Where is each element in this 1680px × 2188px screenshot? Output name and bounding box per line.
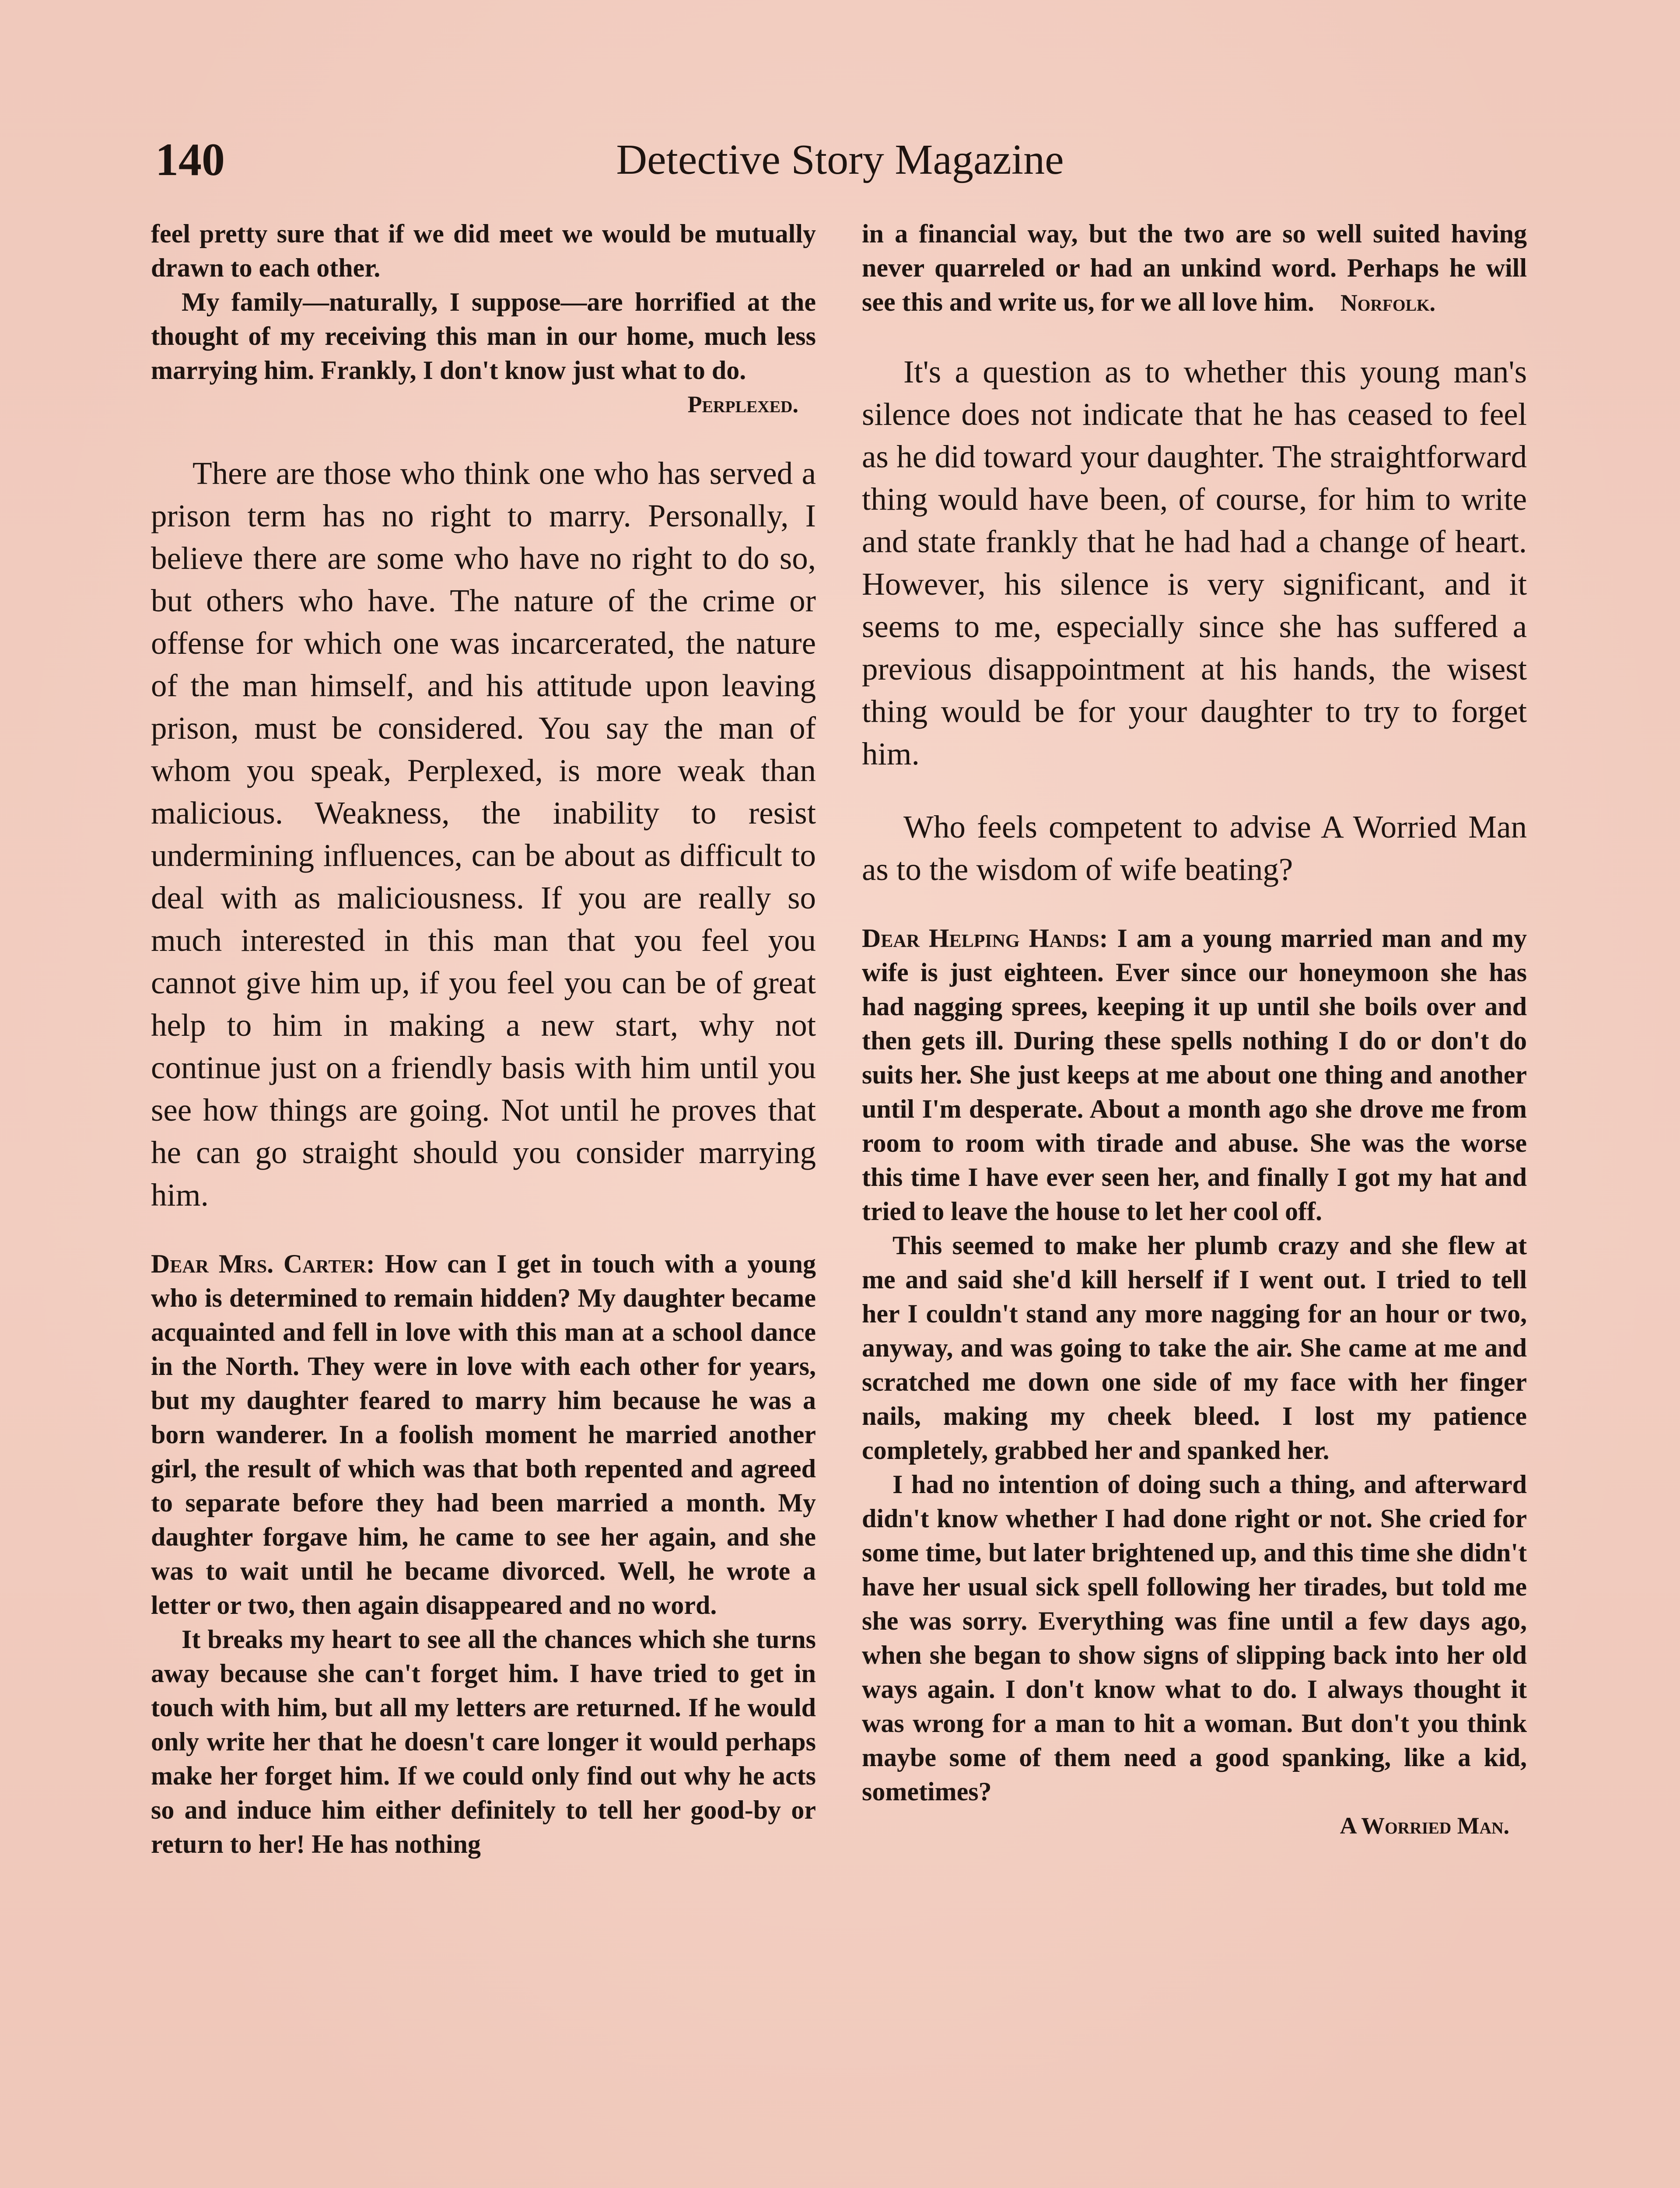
left-column: [151, 217, 816, 2188]
letter-paragraph: My family—naturally, I suppose—are horrified at the thought of my receiving this man in our home, much less marrying him. Frankly, I don't know just what to do.: [151, 288, 816, 385]
letter-salutation: Dear Helping Hands:: [862, 924, 1108, 953]
letter-salutation: Dear Mrs. Carter:: [151, 1249, 375, 1278]
letter-paragraph: It breaks my heart to see all the chances which she turns away because she can't forget him. I have tried to get in touch with him, but all my letters are returned. If he would only write her that he doesn't care longer it would perhaps make her forget him. If we could only find out why he acts so and induce him either definitely to tell her good-by or return to her! He has nothing: [151, 1625, 816, 1858]
letter-signature: Perplexed.: [687, 391, 798, 417]
letter-paragraph: [862, 921, 1527, 1228]
reply-paragraph: Who feels competent to advise A Worried Man as to the wisdom of wife beating?: [862, 809, 1527, 887]
magazine-title: Detective Story Magazine: [616, 136, 1064, 183]
letter-paragraph: [151, 1247, 816, 1622]
letter-text: How can I get in touch with a young who is determined to remain hidden? My daughter became acquainted and fell in love with this man at a school dance in the North. They were in love with each other for years, but my daughter feared to marry him because he was a born wanderer. In a foolish moment he married another girl, the result of which was that both repented and agreed to separate before they had been married a month. My daughter forgave him, he came to see her again, and she was to wait until he became divorced. Well, he wrote a letter or two, then again disappeared and no word.: [151, 1249, 816, 1620]
letter-paragraph: I had no intention of doing such a thing, and afterward didn't know whether I had done right or not. She cried for some time, but later brightened up, and this time she didn't have her usual sick spell following her tirades, but told me she was sorry. Everything was fine until a few days ago, when she began to show signs of slipping back into her old ways again. I don't know what to do. I always thought it was wrong for a man to hit a woman. But don't you think maybe some of them need a good spanking, like a kid, sometimes?: [862, 1470, 1527, 1806]
letter-worried-man: [862, 921, 1527, 1843]
right-column: [862, 217, 1527, 2188]
letter-perplexed: [151, 217, 816, 421]
letter-text: I am a young married man and my wife is just eighteen. Ever since our honeymoon she has had nagging sprees, keeping it up until she boils over and then gets ill. During these spells nothing I do or don't do suits her. She just keeps at me about one thing and another until I'm desperate. About a month ago she drove me from room to room with tirade and abuse. She was the worse this time I have ever seen her, and finally I got my hat and tried to leave the house to let her cool off.: [862, 924, 1527, 1226]
reply-paragraph: It's a question as to whether this young man's silence does not indicate that he has ceased to feel as he did toward your daughter. The straightforward thing would have been, of course, for him to write and state frankly that he had had a change of heart. However, his silence is very significant, and it seems to me, especially since she has suffered a previous disappointment at his hands, the wisest thing would be for your daughter to try to forget him.: [862, 354, 1527, 771]
letter-paragraph: [862, 217, 1527, 320]
letter-norfolk: [151, 1247, 816, 1861]
letter-paragraph: This seemed to make her plumb crazy and she flew at me and said she'd kill herself if I went out. I tried to tell her I couldn't stand any more nagging for an hour or two, anyway, and was going to take the air. She came at me and scratched me down one side of my face with her finger nails, making my cheek bleed. I lost my patience completely, grabbed her and spanked her.: [862, 1231, 1527, 1465]
letter-signature: A Worried Man.: [1340, 1813, 1509, 1839]
page-header: [155, 131, 1525, 197]
letter-paragraph: feel pretty sure that if we did meet we would be mutually drawn to each other.: [151, 219, 816, 282]
letter-text: in a financial way, but the two are so well suited having never quarreled or had an unkind word. Perhaps he will see this and write us, for we all love him.: [862, 219, 1527, 316]
letter-norfolk-continued: [862, 217, 1527, 320]
letter-signature: Norfolk.: [1340, 290, 1435, 316]
reply-paragraph: There are those who think one who has served a prison term has no right to marry. Personally, I believe there are some who have no right to do so, but others who have. The nature of the crime or offense for which one was incarcerated, the nature of the man himself, and his attitude upon leaving prison, must be considered. You say the man of whom you speak, Perplexed, is more weak than malicious. Weakness, the inability to resist undermining influences, can be about as difficult to deal with as maliciousness. If you are really so much interested in this man that you feel you cannot give him up, if you feel you can be of great help to him in making a new start, why not continue just on a friendly basis with him until you see how things are going. Not until he proves that he can go straight should you consider marrying him.: [151, 456, 816, 1213]
page-number: 140: [155, 134, 225, 185]
